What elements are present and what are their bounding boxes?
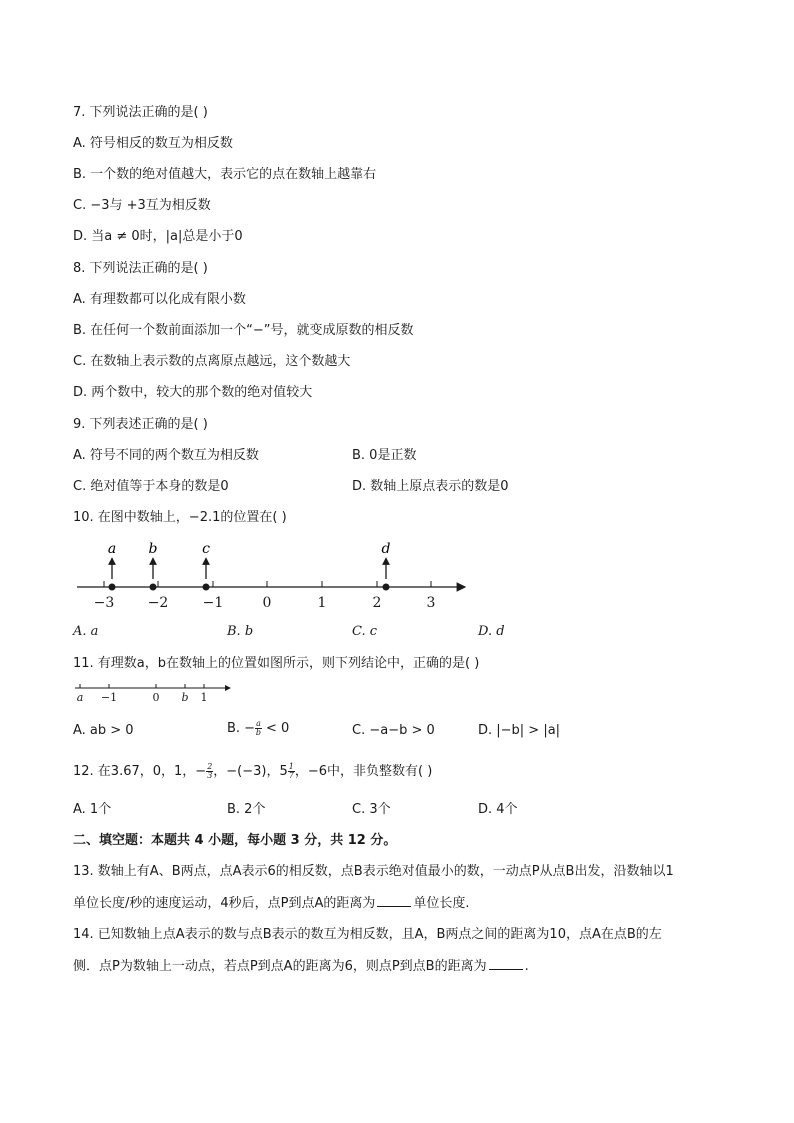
q14-line2 bbox=[73, 957, 529, 976]
point-label: d bbox=[381, 541, 391, 557]
fraction-numerator: 1 bbox=[288, 762, 294, 771]
q13-line2-pre: 单位长度/秒的速度运动，4秒后，点P到点A的距离为 bbox=[73, 896, 376, 911]
q12-option-a: A. 1个 bbox=[73, 802, 112, 817]
fraction-denominator: 7 bbox=[288, 771, 294, 780]
q11-option-b-fraction bbox=[255, 720, 262, 737]
q10-point-a bbox=[108, 541, 116, 591]
q12-option-d: D. 4个 bbox=[478, 802, 518, 817]
q8-stem: 8. 下列说法正确的是( ) bbox=[73, 261, 208, 276]
q9-stem: 9. 下列表述正确的是( ) bbox=[73, 417, 208, 432]
q12-stem-part1: 12. 在3.67，0，1，− bbox=[73, 764, 207, 779]
q12-stem bbox=[73, 763, 432, 781]
q12-option-b: B. 2个 bbox=[227, 802, 266, 817]
tick-label: 1 bbox=[317, 595, 327, 611]
point-dot bbox=[383, 584, 390, 591]
axis-label: a bbox=[76, 691, 84, 704]
q9-option-a: A. 符号不同的两个数互为相反数 bbox=[73, 448, 259, 463]
q10-point-d bbox=[382, 541, 391, 591]
q10-point-b bbox=[149, 541, 158, 591]
tick-label: 3 bbox=[426, 595, 436, 611]
q9-option-b: B. 0是正数 bbox=[352, 448, 417, 463]
q10-option-d: D. d bbox=[478, 624, 505, 639]
section-heading: 二、填空题：本题共 4 小题，每小题 3 分，共 12 分。 bbox=[73, 833, 397, 848]
q7-option-c: C. −3与 +3互为相反数 bbox=[73, 198, 211, 213]
point-dot bbox=[150, 584, 157, 591]
point-dot bbox=[203, 584, 210, 591]
q11-option-d: D. |−b| > |a| bbox=[478, 723, 561, 738]
q11-option-a: A. ab > 0 bbox=[73, 723, 134, 738]
q9-option-d: D. 数轴上原点表示的数是0 bbox=[352, 479, 509, 494]
fraction-denominator: b bbox=[255, 728, 262, 737]
point-dot bbox=[109, 584, 116, 591]
q14-line1: 14. 已知数轴上点A表示的数与点B表示的数互为相反数，且A，B两点之间的距离为10，点A在点B的左 bbox=[73, 927, 662, 942]
axis-label: 1 bbox=[200, 691, 208, 704]
tick-label: 2 bbox=[372, 595, 382, 611]
q7-option-d: D. 当a ≠ 0时，|a|总是小于0 bbox=[73, 229, 243, 244]
q10-tick-labels bbox=[94, 595, 436, 611]
q12-stem-part3: ，−6中，非负整数有( ) bbox=[294, 764, 433, 779]
q11-option-c: C. −a−b > 0 bbox=[352, 723, 435, 738]
q7-stem: 7. 下列说法正确的是( ) bbox=[73, 105, 208, 120]
q14-line2-post: . bbox=[524, 959, 529, 974]
q10-option-c: C. c bbox=[352, 624, 378, 639]
q8-option-c: C. 在数轴上表示数的点离原点越远，这个数越大 bbox=[73, 354, 351, 369]
tick-label: −2 bbox=[147, 595, 169, 611]
point-label: a bbox=[107, 541, 117, 557]
q7-option-b: B. 一个数的绝对值越大，表示它的点在数轴上越靠右 bbox=[73, 167, 377, 182]
q8-option-a: A. 有理数都可以化成有限小数 bbox=[73, 292, 246, 307]
q12-stem-part2: ，−(−3)，5 bbox=[213, 764, 288, 779]
tick-label: 0 bbox=[262, 595, 272, 611]
fraction-denominator: 3 bbox=[207, 771, 213, 780]
q12-mixed-fraction bbox=[288, 763, 295, 780]
axis-label: b bbox=[181, 691, 189, 704]
point-label: b bbox=[148, 541, 158, 557]
q11-option-b-prefix: B. − bbox=[227, 721, 256, 736]
tick-label: −1 bbox=[202, 595, 224, 611]
q10-stem: 10. 在图中数轴上，−2.1的位置在( ) bbox=[73, 510, 287, 525]
q12-option-c: C. 3个 bbox=[352, 802, 391, 817]
q9-option-c: C. 绝对值等于本身的数是0 bbox=[73, 479, 229, 494]
q8-option-d: D. 两个数中，较大的那个数的绝对值较大 bbox=[73, 385, 313, 400]
axis-label: −1 bbox=[100, 691, 118, 704]
q11-number-line-figure bbox=[73, 680, 235, 704]
fraction-numerator: 2 bbox=[207, 762, 213, 771]
q10-point-c bbox=[202, 541, 210, 591]
q7-option-a: A. 符号相反的数互为相反数 bbox=[73, 136, 233, 151]
q13-line2 bbox=[73, 894, 470, 913]
q10-option-a: A. a bbox=[73, 624, 99, 639]
answer-blank[interactable] bbox=[489, 957, 523, 970]
q11-stem: 11. 有理数a，b在数轴上的位置如图所示，则下列结论中，正确的是( ) bbox=[73, 656, 480, 671]
tick-label: −3 bbox=[93, 595, 115, 611]
q14-line2-pre: 侧．点P为数轴上一动点，若点P到点A的距离为6，则点P到点B的距离为 bbox=[73, 959, 487, 974]
q13-line2-post: 单位长度. bbox=[413, 896, 470, 911]
q10-option-b: B. b bbox=[227, 624, 254, 639]
q11-option-b bbox=[227, 720, 289, 738]
q13-line1: 13. 数轴上有A、B两点，点A表示6的相反数，点B表示绝对值最小的数，一动点P从点B出发，沿数轴以1 bbox=[73, 864, 674, 879]
axis-label: 0 bbox=[152, 691, 160, 704]
q8-option-b: B. 在任何一个数前面添加一个“−”号，就变成原数的相反数 bbox=[73, 323, 414, 338]
point-label: c bbox=[202, 541, 210, 557]
q10-number-line-figure bbox=[73, 537, 473, 615]
fraction-numerator: a bbox=[256, 719, 261, 728]
answer-blank[interactable] bbox=[377, 894, 411, 907]
q11-option-b-suffix: < 0 bbox=[261, 721, 290, 736]
